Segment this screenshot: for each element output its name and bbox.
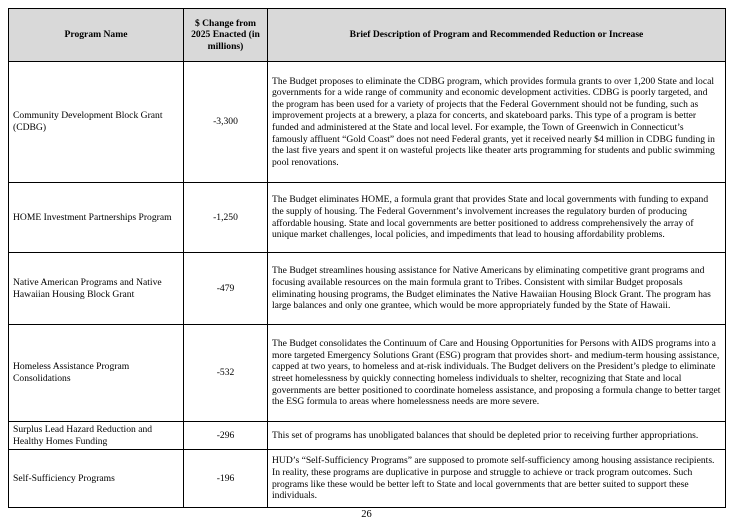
table-row (9, 253, 726, 325)
dollar-change: -479 (184, 253, 268, 325)
dollar-change: -532 (184, 325, 268, 422)
table-row (9, 422, 726, 450)
table-header-row (9, 9, 726, 62)
program-description: The Budget consolidates the Continuum of Care and Housing Opportunities for Persons with AIDS programs into a more targeted Emergency Solutions Grant (ESG) program that provides short- and medium-term housing assistance, capped at two years, to homeless and at-risk individuals. The Budget delivers on the President’s pledge to eliminate street homelessness by quickly connecting homeless individuals to shelter, recognizing that State and local governments are better positioned to coordinate homeless assistance, and proposing a formula change to better target the ESG formula to areas where homelessness needs are more severe. (268, 325, 726, 422)
table-row (9, 325, 726, 422)
table-row (9, 183, 726, 253)
dollar-change: -3,300 (184, 62, 268, 183)
dollar-change: -296 (184, 422, 268, 450)
program-name: Homeless Assistance Program Consolidations (9, 325, 184, 422)
program-name: Native American Programs and Native Hawaiian Housing Block Grant (9, 253, 184, 325)
page-number: 26 (361, 509, 372, 520)
program-description: The Budget proposes to eliminate the CDBG program, which provides formula grants to over 1,200 State and local governments for a wide range of community and economic development activities. CDBG is poorly targeted, and the program has been used for a variety of projects that the Federal Government should not be funding, such as improvement projects at a brewery, a plaza for concerts, and skateboard parks. This type of a program is better funded and administered at the State and local level. For example, the Town of Greenwich in Connecticut’s famously affluent “Gold Coast” does not need Federal grants, yet it received nearly $4 million in CDBG funding in the last five years and spent it on wasteful projects like theater arts programming for students and public swimming pool renovations. (268, 62, 726, 183)
program-description: This set of programs has unobligated balances that should be depleted prior to receiving further appropriations. (268, 422, 726, 450)
header-description: Brief Description of Program and Recommended Reduction or Increase (268, 9, 726, 62)
dollar-change: -196 (184, 450, 268, 508)
program-name: Surplus Lead Hazard Reduction and Healthy Homes Funding (9, 422, 184, 450)
program-description: The Budget streamlines housing assistance for Native Americans by eliminating competitive grant programs and focusing available resources on the main formula grant to Tribes. Consistent with similar Budget proposals eliminating housing programs, the Budget eliminates the Native Hawaiian Housing Block Grant. The program has large balances and only one grantee, which would be more appropriately funded by the State of Hawaii. (268, 253, 726, 325)
table-row (9, 450, 726, 508)
program-description: HUD’s “Self-Sufficiency Programs” are supposed to promote self-sufficiency among housing assistance recipients. In reality, these programs are duplicative in purpose and struggle to achieve or track program outcomes. Such programs like these would be better left to State and local governments that are better suited to support these individuals. (268, 450, 726, 508)
table-row (9, 62, 726, 183)
dollar-change: -1,250 (184, 183, 268, 253)
program-name: HOME Investment Partnerships Program (9, 183, 184, 253)
budget-table (8, 8, 726, 508)
program-description: The Budget eliminates HOME, a formula grant that provides State and local governments with funding to expand the supply of housing. The Federal Government’s involvement increases the regulatory burden of producing affordable housing. State and local governments are better positioned to address comprehensively the array of unique market challenges, local policies, and impediments that lead to housing affordability problems. (268, 183, 726, 253)
program-name: Self-Sufficiency Programs (9, 450, 184, 508)
header-dollar-change: $ Change from 2025 Enacted (in millions) (184, 9, 268, 62)
header-program-name: Program Name (9, 9, 184, 62)
program-name: Community Development Block Grant (CDBG) (9, 62, 184, 183)
